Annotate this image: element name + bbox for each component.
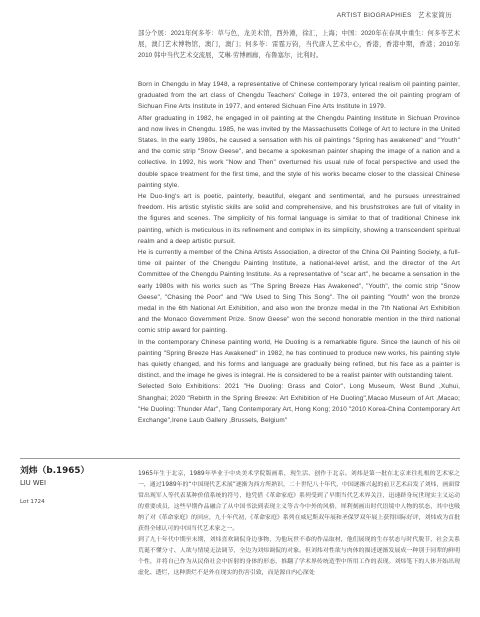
cn-exhibitions-paragraph: 部分个展：2021年何多苓：草与色，龙美术馆，西外滩，徐汇，上海；中国：2020年在春风中重生：何多苓艺术展，澳门艺术博物馆，澳门，澳门；何多苓：雷霆万钧，当代唐人艺术中心，香港，香港中期，香港；2010年 2010 韩中当代艺术交流展，艾琳·劳博画廊，布鲁塞尔，比利时。 [138, 30, 460, 60]
previous-artist-cn-text [138, 28, 460, 62]
lot-number: Lot 1724 [20, 499, 45, 505]
bio-en-paragraph: Selected Solo Exhibitions: 2021 "He Duoling: Grass and Color", Long Museum, West Bund ,Xuhui, Shanghai; 2020 "Rebirth in the Spring Breeze: Art Exhibition of He Duoling",Macao Museum of Art ,Macao; "He Duoling: Thunder Afar", Tang Contemporary Art, Hong Kong; 2010 "2010 Korea-China Contemporary Art Exchange",Irene Laub Gallery ,Brussels, Belgium" [138, 383, 460, 425]
bio-en-paragraph: He is currently a member of the China Artists Association, a director of the China Oil Painting Society, a full-time oil painter of the Chengdu Painting Institute, a national-level artist, and the director of the Art Committee of the Chengdu Painting Institute. As a representative of "scar art", he became a sensation in the early 1980s with his works such as "The Spring Breeze Has Awakened", "Youth", the comic strip "Snow Geese", "Chasing the Poor" and "We Used to Sing This Song". The oil painting "Youth" won the bronze medal in the 6th National Art Exhibition, and also won the bronze medal in the 7th National Art Exhibition and the Monaco Government Prize. Snow Geese" won the second honorable mention in the third national comic strip award for painting. [138, 249, 460, 335]
bio-en-paragraph: In the contemporary Chinese painting world, He Duoling is a remarkable figure. Since the launch of his oil painting "Spring Breeze Has Awakened" in 1982, he has continued to produce new works, his painting style has quietly changed, and his forms and language are gradually being refined, but his face as a painter is distinct, and the image he gives is integral. He is considered to be a realist painter with outstanding talent. [138, 338, 460, 380]
section-divider [20, 458, 460, 459]
artist-name-en: LIU WEI [20, 479, 46, 487]
bio-cn-paragraph: 到了九十年代中期至末期，刘炜喜欢调侃身边事物，为他玩世不恭的作品取材，他们展现的生存状态与时代脱节，社会关系荒诞不懂分寸、人欲与情境无法调节，全边为刘炜调侃的对象。但刘炜对性欲与肉体的描述逐渐发展成一种别于同辈的鲜明个性，并将自己作为从民俗社会中折射的身体的形态，推翻了学术界传统造型中所用工作的表现。刘炜笔下的人体开始出现虚化、透烂，这种溃烂不是外在现实的伤害引致，而是源自内心深处 [138, 537, 460, 576]
bio-en-paragraph: After graduating in 1982, he engaged in oil painting at the Chengdu Painting Institute in Sichuan Province and now lives in Chengdu. 1985, he was invited by the Massachusetts College of Art to lecture in the United States. In the early 1980s, he caused a sensation with his oil paintings "Spring has awakened" and "Youth" and the comic strip "Snow Geese", and became a spokesman painter shaping the image of a nation and a collective. In 1992, his work "Now and Then" overturned his usual rule of focal perspective and used the double space treatment for the first time, and the style of his works became closer to the classical Chinese painting style. [138, 114, 460, 189]
header-title-zh: 艺术家简历 [418, 11, 452, 19]
chinese-biography [138, 469, 460, 579]
page-header [337, 10, 452, 19]
english-biography [138, 79, 460, 426]
artist-name-cn: 刘炜（b.1965） [20, 466, 90, 476]
bio-cn-paragraph: 1965年生于北京，1989年毕业于中央美术学院版画系，现生活、创作于北京。刘炜是第一批在北京来往扎根的艺术家之一，通过1989年的“中国现代艺术展”逐渐为西方所熟识，二十世纪八十年代，中国逐渐兴起的前卫艺术启发了刘炜，画面常常出现军人等代表某种价值系统的符号，他凭借《革命家庭》系列受到了早期当代艺术界关注，迅速跻身玩世现实主义运动的重要成员，这些早期作品融合了从中国书法到表现主义等古今中外的风格，犀利刻画出时代语境中人物的状态，其中也吸纳了对《革命家庭》的回应，九十年代初，《革命家庭》系列在威尼斯双年展和圣保罗双年展上获得国际好评，刘炜成为首批获得全球认可的中国当代艺术家之一。 [138, 471, 460, 532]
bio-en-paragraph: Born in Chengdu in May 1948, a representative of Chinese contemporary lyrical realism oil painting painter, graduated from the art class of Chengdu Teachers' College in 1973, entered the oil painting program of Sichuan Fine Arts Institute in 1977, and entered Sichuan Fine Arts Institute in 1979. [138, 81, 460, 111]
header-title-en: ARTIST BIOGRAPHIES [336, 12, 412, 19]
bio-en-paragraph: He Duo-ling's art is poetic, painterly, beautiful, elegant and sentimental, and he pursues unrestrained freedom. His artistic stylistic skills are solid and comprehensive, and his brushstrokes are full of vitality in the figures and scenes. The simplicity of his formal language is similar to that of traditional Chinese ink painting, which is meticulous in its refinement and complex in its simplicity, showing a transcendent spiritual realm and a deep artistic pursuit. [138, 193, 460, 245]
artist-info [20, 465, 130, 506]
